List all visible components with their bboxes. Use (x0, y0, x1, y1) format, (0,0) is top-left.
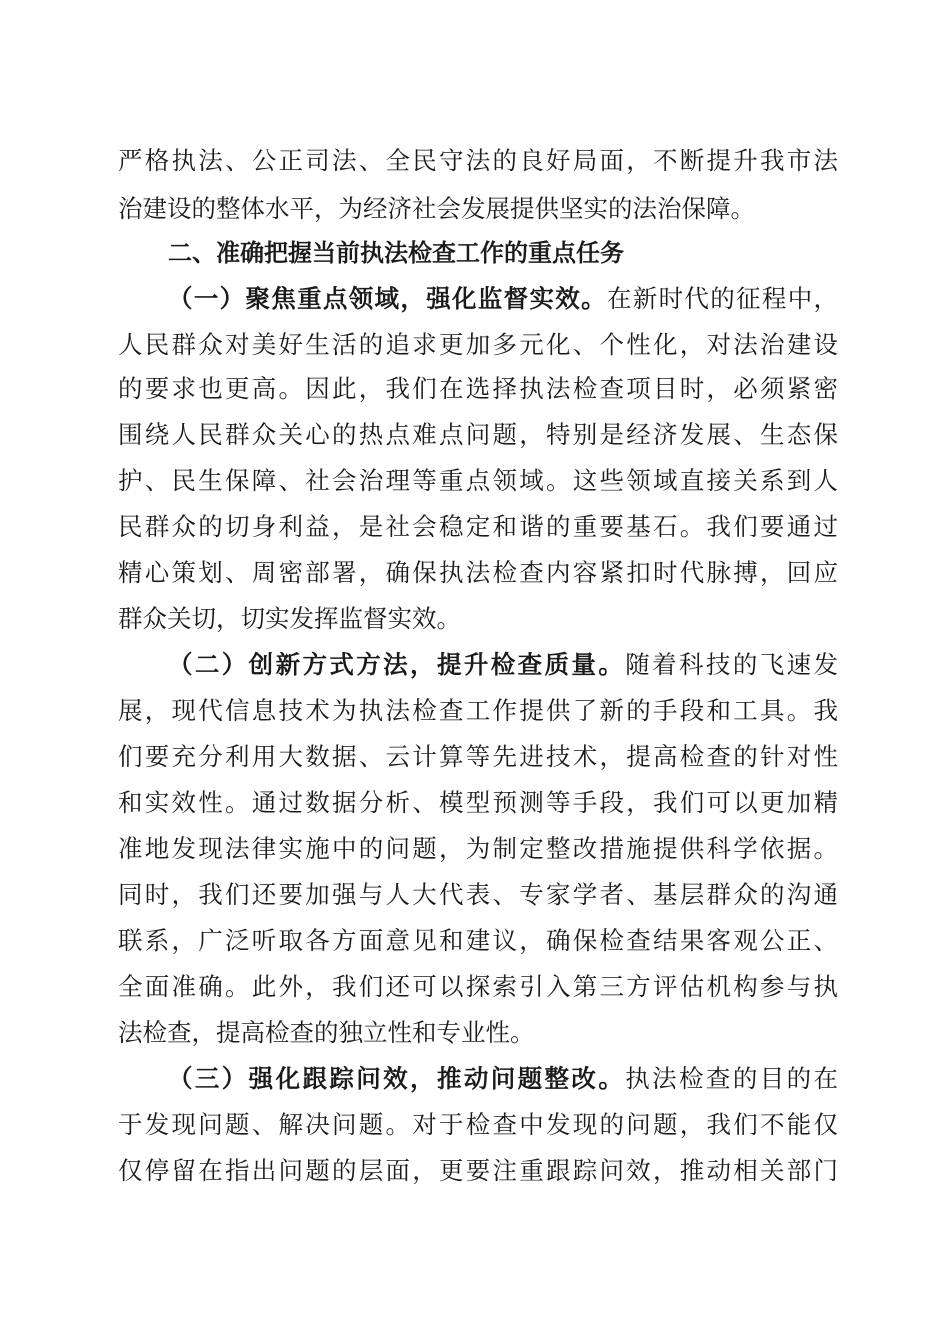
line-text: 于发现问题、解决问题。对于检查中发现的问题，我们不能仅 (118, 1110, 838, 1139)
subsection-first-line (168, 1059, 838, 1099)
body-line (118, 599, 838, 639)
body-line (118, 461, 838, 501)
line-text: 护、民生保障、社会治理等重点领域。这些领域直接关系到人 (118, 466, 838, 495)
body-line (118, 369, 838, 409)
line-text: 准地发现法律实施中的问题，为制定整改措施提供科学依据。 (118, 834, 838, 863)
body-line (118, 783, 838, 823)
line-text: 严格执法、公正司法、全民守法的良好局面，不断提升我市法 (118, 146, 838, 175)
body-line (118, 829, 838, 869)
body-line (118, 415, 838, 455)
line-text: 和实效性。通过数据分析、模型预测等手段，我们可以更加精 (118, 788, 838, 817)
line-text: 同时，我们还要加强与人大代表、专家学者、基层群众的沟通 (118, 880, 838, 909)
line-text: 精心策划、周密部署，确保执法检查内容紧扣时代脉搏，回应 (118, 558, 838, 587)
line-text: 的要求也更高。因此，我们在选择执法检查项目时，必须紧密 (118, 374, 838, 403)
body-line (118, 875, 838, 915)
subsection-title: （三）强化跟踪问效，推动问题整改。 (168, 1064, 626, 1093)
line-text: 法检查，提高检查的独立性和专业性。 (118, 1018, 535, 1047)
body-line (118, 141, 838, 181)
body-line (118, 737, 838, 777)
body-line (118, 1151, 838, 1191)
body-line (118, 553, 838, 593)
line-text: 联系，广泛听取各方面意见和建议，确保检查结果客观公正、 (118, 926, 838, 955)
subsection-first-line (168, 279, 838, 319)
body-line (118, 1105, 838, 1145)
line-text: 围绕人民群众关心的热点难点问题，特别是经济发展、生态保 (118, 420, 838, 449)
line-text: 治建设的整体水平，为经济社会发展提供坚实的法治保障。 (118, 194, 755, 223)
line-text: 人民群众对美好生活的追求更加多元化、个性化，对法治建设 (118, 330, 838, 359)
body-line (118, 325, 838, 365)
subsection-title: （二）创新方式方法，提升检查质量。 (168, 650, 626, 679)
line-text: 民群众的切身利益，是社会稳定和谐的重要基石。我们要通过 (118, 512, 838, 541)
line-text: 全面准确。此外，我们还可以探索引入第三方评估机构参与执 (118, 972, 838, 1001)
line-text: 展，现代信息技术为执法检查工作提供了新的手段和工具。我 (118, 696, 838, 725)
section-heading (168, 233, 838, 273)
subsection-title: （一）聚焦重点领域，强化监督实效。 (168, 284, 607, 313)
line-text: 随着科技的飞速发 (625, 650, 839, 679)
line-text: 仅停留在指出问题的层面，更要注重跟踪问效，推动相关部门 (118, 1156, 838, 1185)
line-text: 执法检查的目的在 (625, 1064, 839, 1093)
subsection-first-line (168, 645, 838, 685)
line-text: 群众关切，切实发挥监督实效。 (118, 604, 461, 633)
heading-text: 二、准确把握当前执法检查工作的重点任务 (168, 239, 624, 267)
line-text: 们要充分利用大数据、云计算等先进技术，提高检查的针对性 (118, 742, 838, 771)
body-line (118, 1013, 838, 1053)
body-line (118, 691, 838, 731)
body-line (118, 967, 838, 1007)
line-text: 在新时代的征程中， (606, 284, 839, 313)
body-line (118, 189, 838, 229)
body-line (118, 507, 838, 547)
body-line (118, 921, 838, 961)
